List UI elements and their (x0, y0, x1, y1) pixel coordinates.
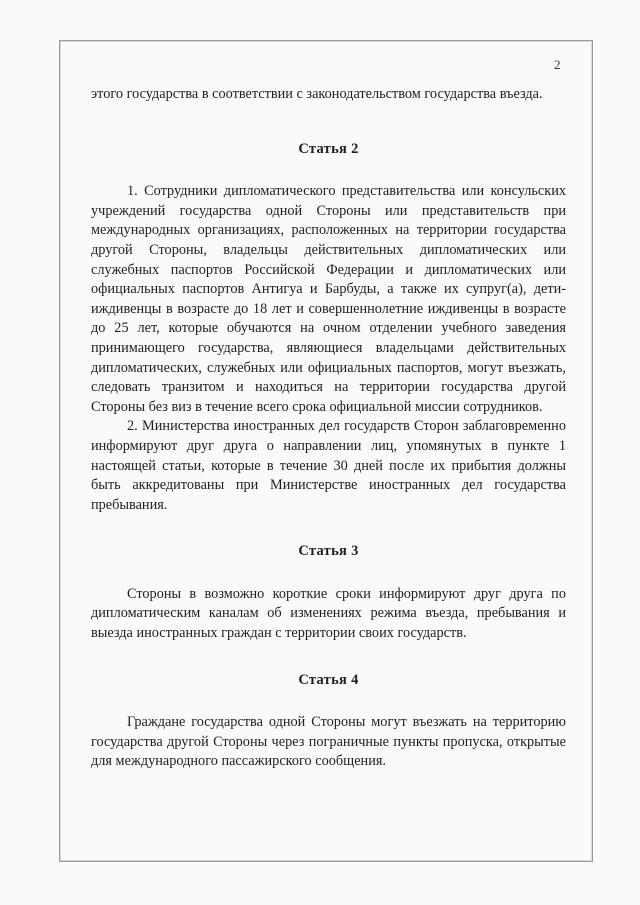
intro-paragraph: этого государства в соответствии с законодательством государства въезда. (91, 86, 543, 102)
page-number: 2 (554, 57, 561, 72)
article-3-heading: Статья 3 (298, 543, 359, 560)
article-2-heading: Статья 2 (298, 140, 359, 157)
article-2-paragraph-1: 1. Сотрудники дипломатического представительства или консульских учреждений государства одной Стороны или представительств при международных организациях, расположенных на территории государства другой Стороны, владельцы действительных дипломатических или служебных паспортов Российской Федерации и дипломатических или официальных паспортов Антигуа и Барбуды, а также их супруг(а), дети-иждивенцы в возрасте до 18 лет и совершеннолетние иждивенцы в возрасте до 25 лет, которые обучаются на очном отделении учебного заведения принимающего государства, являющиеся владельцами действительных дипломатических, служебных или официальных паспортов, могут въезжать, следовать транзитом и находиться на территории государства другой Стороны без виз в течение всего срока официальной миссии сотрудников. (91, 183, 566, 415)
article-4-heading: Статья 4 (298, 671, 359, 688)
article-3-paragraph-1: Стороны в возможно короткие сроки информируют друг друга по дипломатическим каналам об изменениях режима въезда, пребывания и выезда иностранных граждан с территории своих государств. (91, 585, 566, 642)
document-body (91, 85, 566, 772)
article-2-paragraph-2: 2. Министерства иностранных дел государств Сторон заблаговременно информируют друг друга о направлении лиц, упомянутых в пункте 1 настоящей статьи, которые в течение 30 дней после их прибытия должны быть аккредитованы при Министерстве иностранных дел государства пребывания. (91, 418, 566, 513)
article-4-paragraph-1: Граждане государства одной Стороны могут въезжать на территорию государства другой Стороны через пограничные пункты пропуска, открытые для международного пассажирского сообщения. (91, 714, 566, 770)
